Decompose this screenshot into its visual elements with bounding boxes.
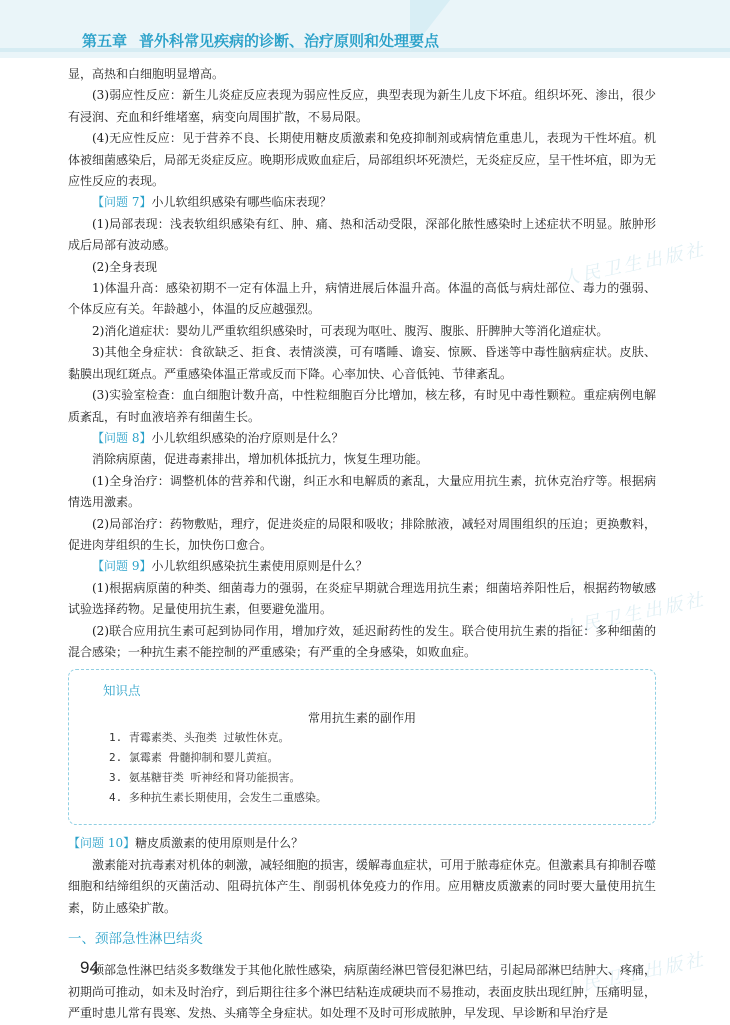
paragraph: 消除病原菌，促进毒素排出，增加机体抵抗力，恢复生理功能。 xyxy=(92,452,429,467)
question-text: 糖皮质激素的使用原则是什么？ xyxy=(135,836,304,851)
question-heading xyxy=(68,833,656,854)
question-tag: 【问题 8】 xyxy=(92,430,152,445)
paragraph: 激素能对抗毒素对机体的刺激，减轻细胞的损害，缓解毒血症状，可用于脓毒症休克。但激素具有抑制吞噬细胞和结缔组织的灭菌活动、阻碍抗体产生、削弱机体免疫力的作用。应用糖皮质激素的同时要大量使用抗生素，防止感染扩散。 xyxy=(68,857,657,915)
paragraph: (2)局部治疗：药物敷贴，理疗，促进炎症的局限和吸收；排除脓液，减轻对周围组织的压迫；更换敷料，促进肉芽组织的生长，加快伤口愈合。 xyxy=(68,516,656,552)
question-text: 小儿软组织感染的治疗原则是什么？ xyxy=(151,430,344,445)
paragraph: (4)无应性反应：见于营养不良、长期使用糖皮质激素和免疫抑制剂或病情危重患儿，表现为干性坏疽。机体被细菌感染后，局部无炎症反应。晚期形成败血症后，局部组织坏死溃烂，无炎症反应，呈干性坏疽，即为无应性反应的表现。 xyxy=(68,131,657,189)
chapter-title xyxy=(82,30,439,51)
question-text: 小儿软组织感染抗生素使用原则是什么？ xyxy=(151,559,368,574)
question-text: 小儿软组织感染有哪些临床表现？ xyxy=(151,195,332,210)
question-heading xyxy=(68,556,656,577)
page-header xyxy=(0,0,730,58)
knowledge-label: 知识点 xyxy=(103,683,141,699)
knowledge-list xyxy=(109,728,327,808)
section-heading: 一、颈部急性淋巴结炎 xyxy=(68,931,203,947)
paragraph: (2)联合应用抗生素可起到协同作用，增加疗效，延迟耐药性的发生。联合使用抗生素的指征：多种细菌的混合感染；一种抗生素不能控制的严重感染；有严重的全身感染，如败血症。 xyxy=(68,623,656,659)
paragraph: (1)全身治疗：调整机体的营养和代谢，纠正水和电解质的紊乱，大量应用抗生素，抗休克治疗等。根据病情选用激素。 xyxy=(68,473,656,510)
question-tag: 【问题 10】 xyxy=(68,836,136,851)
question-heading xyxy=(68,192,656,213)
page-content xyxy=(68,64,656,1025)
paragraph: 显，高热和白细胞明显增高。 xyxy=(68,67,225,81)
paragraph: (3)弱应性反应：新生儿炎症反应表现为弱应性反应，典型表现为新生儿皮下坏疽。组织坏死、渗出，很少有浸润、充血和纤维堵塞，病变向周围扩散，不易局限。 xyxy=(68,88,656,124)
knowledge-box xyxy=(68,669,656,825)
knowledge-title: 常用抗生素的副作用 xyxy=(307,711,416,726)
watermark: 人民卫生出版社 xyxy=(559,238,708,291)
paragraph: (3)实验室检查：血白细胞计数升高，中性粒细胞百分比增加，核左移，有时见中毒性颗粒。重症病例电解质紊乱，有时血液培养有细菌生长。 xyxy=(68,388,656,424)
paragraph: 颈部急性淋巴结炎多数继发于其他化脓性感染，病原菌经淋巴管侵犯淋巴结，引起局部淋巴结肿大、疼痛，初期尚可推动，如未及时治疗，到后期往往多个淋巴结粘连成硬块而不易推动，表面皮肤出现红肿，压痛明显，严重时患儿常有畏寒、发热、头痛等全身症状。如处理不及时可形成脓肿，早发现、早诊断和早治疗是 xyxy=(68,963,657,1021)
paragraph: 2)消化道症状：婴幼儿严重软组织感染时，可表现为呕吐、腹泻、腹胀、肝脾肿大等消化道症状。 xyxy=(92,323,609,338)
paragraph: 1)体温升高：感染初期不一定有体温上升，病情进展后体温升高。体温的高低与病灶部位、毒力的强弱、个体反应有关。年龄越小，体温的反应越强烈。 xyxy=(68,281,656,317)
question-tag: 【问题 9】 xyxy=(92,559,152,574)
watermark: 人民卫生出版社 xyxy=(559,948,708,1001)
question-tag: 【问题 7】 xyxy=(92,195,152,210)
paragraph: (1)局部表现：浅表软组织感染有红、肿、痛、热和活动受限，深部化脓性感染时上述症状不明显。脓肿形成后局部有波动感。 xyxy=(68,216,656,253)
paragraph: (2)全身表现 xyxy=(92,259,157,274)
question-heading xyxy=(68,428,656,449)
paragraph: 3)其他全身症状：食欲缺乏、拒食、表情淡漠，可有嗜睡、谵妄、惊厥、昏迷等中毒性脑病症状。皮肤、黏膜出现红斑点。严重感染体温正常或反而下降。心率加快、心音低钝、节律紊乱。 xyxy=(68,345,656,381)
list-item: 4. 多种抗生素长期使用，会发生二重感染。 xyxy=(109,791,327,805)
list-item: 2. 氯霉素 骨髓抑制和婴儿黄疸。 xyxy=(109,751,279,765)
paragraph: (1)根据病原菌的种类、细菌毒力的强弱，在炎症早期就合理选用抗生素；细菌培养阳性后，根据药物敏感试验选择药物。足量使用抗生素，但要避免滥用。 xyxy=(68,580,656,617)
list-item: 3. 氨基糖苷类 听神经和肾功能损害。 xyxy=(109,771,301,785)
page-number: 94 xyxy=(80,958,99,977)
chapter-name: 普外科常见疾病的诊断、治疗原则和处理要点 xyxy=(139,32,440,50)
list-item: 1. 青霉素类、头孢类 过敏性休克。 xyxy=(109,731,290,745)
chapter-number: 第五章 xyxy=(82,32,128,50)
watermark: 人民卫生出版社 xyxy=(559,588,708,641)
